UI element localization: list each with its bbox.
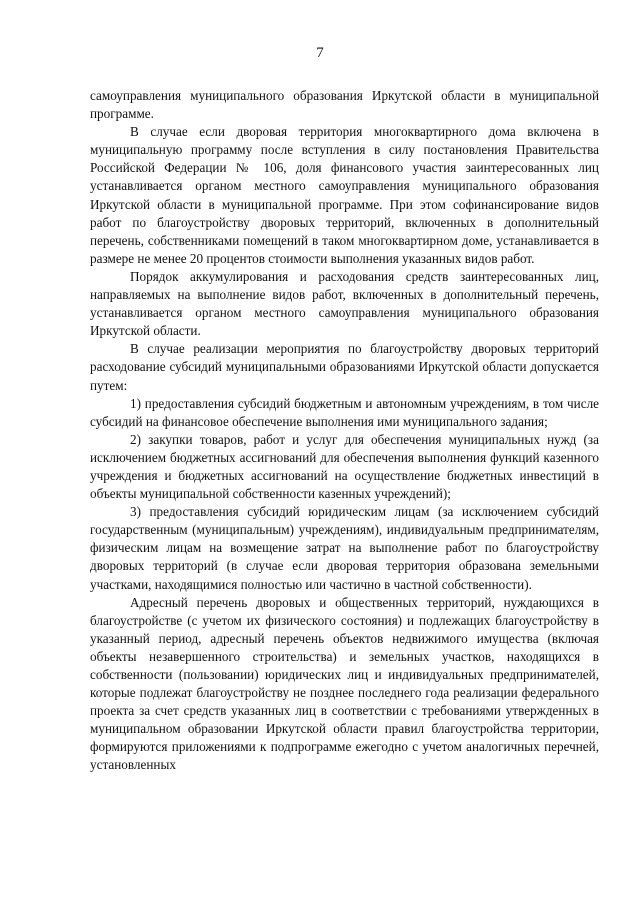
document-body <box>90 87 599 775</box>
list-item-1: 1) предоставления субсидий бюджетным и автономным учреждениям, в том числе субсидий на финансовое обеспечение выполнения ими муниципального задания; <box>90 395 599 429</box>
paragraph-continuation: самоуправления муниципального образования Иркутской области в муниципальной программе. <box>90 88 599 122</box>
paragraph-accumulation-order: Порядок аккумулирования и расходования средств заинтересованных лиц, направляемых на выполнение видов работ, включенных в дополнительный перечень, устанавливается органом местного самоуправления муниципального образования Иркутской области. <box>90 268 599 339</box>
list-item-3: 3) предоставления субсидий юридическим лицам (за исключением субсидий государственным (муниципальным) учреждениям), индивидуальным предпринимателям, физическим лицам на возмещение затрат на выполнение работ по благоустройству дворовых территорий (в случае если дворовая территория образована земельными участками, находящимися полностью или частично в частной собственности). <box>90 504 599 592</box>
list-item-2: 2) закупки товаров, работ и услуг для обеспечения муниципальных нужд (за исключением бюджетных ассигнований для обеспечения выполнения функций казенного учреждения и бюджетных ассигнований на осуществление бюджетных инвестиций в объекты муниципальной собственности казенных учреждений); <box>90 431 599 502</box>
paragraph-courtyard-share: В случае если дворовая территория многоквартирного дома включена в муниципальную программу после вступления в силу постановления Правительства Российской Федерации № 106, доля финансового участия заинтересованных лиц устанавливается органом местного самоуправления муниципального образования Иркутской области в муниципальной программе. При этом софинансирование видов работ по благоустройству дворовых территорий, включенных в дополнительный перечень, собственниками помещений в таком многоквартирном доме, устанавливается в размере не менее 20 процентов стоимости выполнения указанных видов работ. <box>90 124 599 266</box>
paragraph-address-list: Адресный перечень дворовых и общественных территорий, нуждающихся в благоустройстве (с учетом их физического состояния) и подлежащих благоустройству в указанный период, адресный перечень объектов недвижимого имущества (включая объекты незавершенного строительства) и земельных участков, находящихся в собственности (пользовании) юридических лиц и индивидуальных предпринимателей, которые подлежат благоустройству не позднее последнего года реализации федерального проекта за счет средств указанных лиц в соответствии с требованиями утвержденных в муниципальном образовании Иркутской области правил благоустройства территории, формируются приложениями к подпрограмме ежегодно с учетом аналогичных перечней, установленных <box>90 594 599 773</box>
paragraph-subsidy-spending: В случае реализации мероприятия по благоустройству дворовых территорий расходование субсидий муниципальными образованиями Иркутской области допускается путем: <box>90 341 599 393</box>
page-number: 7 <box>316 45 324 61</box>
